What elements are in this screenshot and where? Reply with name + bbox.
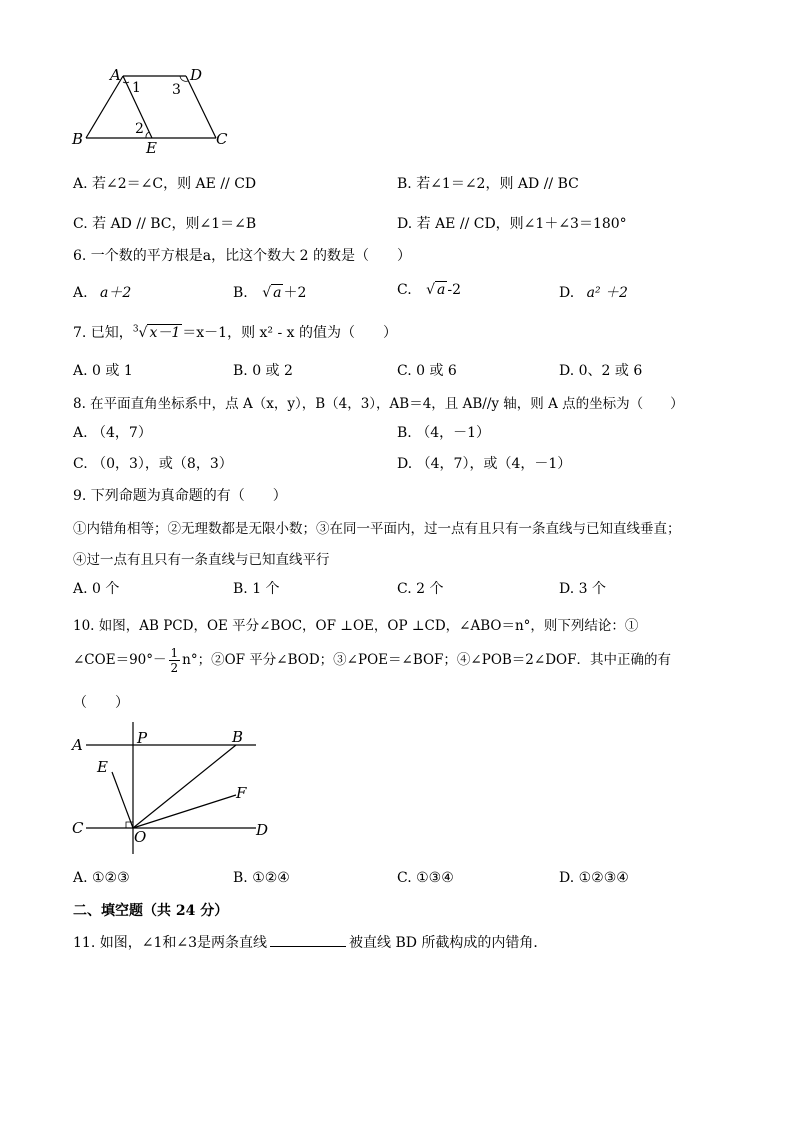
q6-option-a[interactable] [73, 282, 131, 302]
q11-answer-blank[interactable] [270, 934, 346, 947]
q7-option-c[interactable]: C. 0 或 6 [397, 363, 457, 379]
q8-stem: 8. 在平面直角坐标系中，点 A（x，y），B（4，3），AB＝4，且 AB//y 轴，则 A 点的坐标为（ ） [73, 396, 684, 412]
q6-b-rest: ＋2 [283, 285, 307, 301]
label-A: A [72, 736, 83, 754]
q6-option-d[interactable] [559, 282, 628, 302]
q6-option-b[interactable] [233, 282, 306, 302]
q11-post: 被直线 BD 所截构成的内错角． [349, 935, 548, 951]
sqrt-symbol: √ [262, 285, 272, 301]
q6-c-radicand: a [437, 282, 446, 298]
q7-radicand: x－1 [149, 325, 181, 341]
q8-option-b[interactable]: B. （4，－1） [397, 425, 491, 441]
q5-option-c[interactable]: C. 若 AD // BC，则∠1＝∠B [73, 216, 257, 232]
q9-statements-line2: ④过一点有且只有一条直线与已知直线平行 [73, 552, 330, 568]
q10-answer-brackets: （ ） [73, 695, 129, 711]
q10-stem-line1: 10. 如图，AB PCD，OE 平分∠BOC，OF ⊥OE，OP ⊥CD，∠ABO＝n°，则下列结论：① [73, 618, 639, 634]
q11-stem [73, 932, 547, 952]
label-D: D [256, 821, 269, 839]
angle-3-label: 3 [172, 82, 181, 98]
label-B: B [232, 728, 244, 746]
q10-line2-post: n°；②OF 平分∠BOD；③∠POE＝∠BOF；④∠POB＝2∠DOF．其中正确的有 [182, 652, 671, 668]
q7-option-d[interactable]: D. 0、2 或 6 [559, 363, 643, 379]
q10-stem-line2 [73, 646, 671, 675]
section-heading-fill-in: 二、填空题（共 24 分） [73, 903, 229, 919]
q6-b-label: B. [233, 285, 248, 301]
figure-parallel-lines [66, 720, 276, 860]
q11-pre: 11. 如图，∠1和∠3是两条直线 [73, 935, 267, 951]
q5-option-b[interactable]: B. 若∠1＝∠2，则 AD // BC [397, 176, 579, 192]
q7-stem [73, 322, 397, 342]
angle-1-label: 1 [132, 80, 141, 96]
label-A: A [110, 66, 121, 84]
label-E: E [146, 139, 157, 157]
q9-statements-line1: ①内错角相等；②无理数都是无限小数；③在同一平面内，过一点有且只有一条直线与已知直线垂直； [73, 521, 681, 537]
label-C: C [72, 819, 84, 837]
fraction-one-half: $\frac{1}{2}$ [170, 646, 179, 675]
q6-stem: 6. 一个数的平方根是a，比这个数大 2 的数是（ ） [73, 248, 411, 264]
q7-pre: 7. 已知， [73, 325, 133, 341]
q10-option-c[interactable]: C. ①③④ [397, 870, 454, 886]
q8-option-c[interactable]: C. （0，3），或（8，3） [73, 456, 233, 472]
q8-option-a[interactable]: A. （4，7） [73, 425, 152, 441]
q7-option-a[interactable]: A. 0 或 1 [73, 363, 133, 379]
sqrt-symbol: √ [426, 282, 436, 298]
q6-d-expr: a² ＋2 [586, 285, 628, 301]
q7-eq: ＝x－1，则 x² - x 的值为（ ） [182, 325, 398, 341]
sqrt-symbol: √ [138, 325, 148, 341]
q9-option-c[interactable]: C. 2 个 [397, 581, 444, 597]
label-O: O [134, 828, 147, 846]
q6-a-expr: a＋2 [100, 285, 132, 301]
q6-option-c[interactable] [397, 282, 461, 298]
q5-option-a[interactable]: A. 若∠2＝∠C，则 AE // CD [73, 176, 257, 192]
label-F: F [236, 784, 247, 802]
q5-option-d[interactable]: D. 若 AE // CD，则∠1＋∠3＝180° [397, 216, 627, 232]
label-P: P [137, 729, 148, 747]
q6-a-label: A. [73, 285, 88, 301]
q7-option-b[interactable]: B. 0 或 2 [233, 363, 293, 379]
figure-trapezoid [66, 62, 242, 158]
q10-option-d[interactable]: D. ①②③④ [559, 870, 629, 886]
q9-option-b[interactable]: B. 1 个 [233, 581, 280, 597]
label-E: E [97, 758, 108, 776]
q9-option-a[interactable]: A. 0 个 [73, 581, 120, 597]
q8-option-d[interactable]: D. （4，7），或（4，－1） [397, 456, 572, 472]
angle-2-label: 2 [135, 121, 144, 137]
label-C: C [216, 130, 228, 148]
q7-root-index: 3 [132, 324, 139, 335]
label-B: B [72, 130, 84, 148]
q6-d-label: D. [559, 285, 575, 301]
q10-option-a[interactable]: A. ①②③ [73, 870, 130, 886]
q10-option-b[interactable]: B. ①②④ [233, 870, 290, 886]
q9-stem: 9. 下列命题为真命题的有（ ） [73, 488, 287, 504]
q10-line2-pre: ∠COE＝90°－ [73, 652, 167, 668]
q6-c-label: C. [397, 282, 412, 298]
label-D: D [190, 66, 203, 84]
q9-option-d[interactable]: D. 3 个 [559, 581, 606, 597]
q6-c-rest: -2 [447, 282, 462, 298]
q6-b-radicand: a [273, 285, 282, 301]
